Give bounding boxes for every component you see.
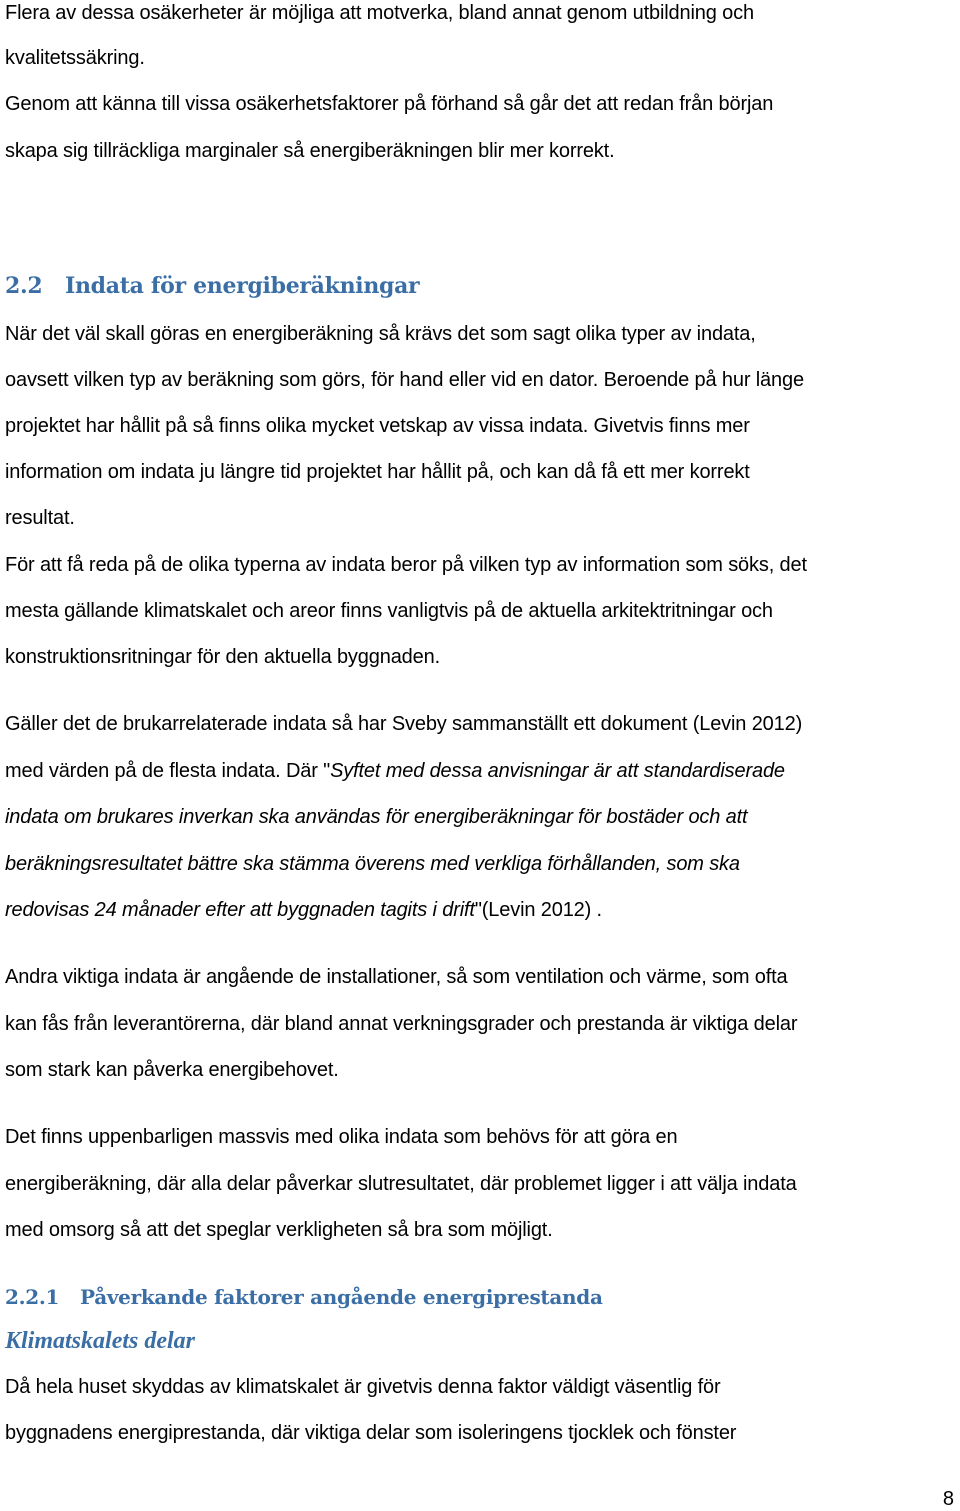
heading-2-2 — [5, 271, 419, 301]
p4-line-2: kan fås från leverantörerna, där bland annat verkningsgrader och prestanda är viktiga delar — [5, 1013, 798, 1035]
p5-line-3: med omsorg så att det speglar verkligheten så bra som möjligt. — [5, 1219, 553, 1241]
p1-line-5: resultat. — [5, 507, 75, 529]
heading-2-2-1 — [5, 1283, 603, 1311]
intro-line-2: kvalitetssäkring. — [5, 47, 145, 69]
intro-line-1: Flera av dessa osäkerheter är möjliga att motverka, bland annat genom utbildning och — [5, 2, 754, 24]
heading-2-2-number: 2.2 — [5, 273, 43, 299]
p6-line-1: Då hela huset skyddas av klimatskalet är givetvis denna faktor väldigt väsentlig för — [5, 1376, 721, 1398]
p5-line-1: Det finns uppenbarligen massvis med olika indata som behövs för att göra en — [5, 1126, 678, 1148]
p1-line-4: information om indata ju längre tid projektet har hållit på, och kan då få ett mer korrekt — [5, 461, 750, 483]
p2-line-2: mesta gällande klimatskalet och areor finns vanligtvis på de aktuella arkitektritningar och — [5, 600, 773, 622]
heading-2-2-1-number: 2.2.1 — [5, 1285, 60, 1309]
p1-line-3: projektet har hållit på så finns olika mycket vetskap av vissa indata. Givetvis finns mer — [5, 415, 750, 437]
p3-line-1: Gäller det de brukarrelaterade indata så har Sveby sammanställt ett dokument (Levin 2012) — [5, 713, 803, 735]
p3-line-2-plain: med värden på de flesta indata. Där " — [5, 760, 331, 782]
heading-2-2-title: Indata för energiberäkningar — [65, 273, 420, 299]
p3-citation: "(Levin 2012) . — [474, 899, 602, 921]
p4-line-1: Andra viktiga indata är angående de installationer, så som ventilation och värme, som ofta — [5, 966, 788, 988]
p3-quote-start: Syftet med dessa anvisningar är att standardiserade — [330, 760, 785, 782]
intro-line-3: Genom att känna till vissa osäkerhetsfaktorer på förhand så går det att redan från början — [5, 93, 774, 115]
p4-line-3: som stark kan påverka energibehovet. — [5, 1059, 339, 1081]
p2-line-1: För att få reda på de olika typerna av indata beror på vilken typ av information som söks, det — [5, 554, 807, 576]
p3-quote-end: redovisas 24 månader efter att byggnaden tagits i drift — [5, 899, 475, 921]
p1-line-2: oavsett vilken typ av beräkning som görs, för hand eller vid en dator. Beroende på hur länge — [5, 369, 804, 391]
p3-line-2 — [5, 758, 785, 784]
p5-line-2: energiberäkning, där alla delar påverkar slutresultatet, där problemet ligger i att välja indata — [5, 1173, 797, 1195]
intro-line-4: skapa sig tillräckliga marginaler så energiberäkningen blir mer korrekt. — [5, 140, 615, 162]
p3-line-5 — [5, 897, 602, 923]
p2-line-3: konstruktionsritningar för den aktuella byggnaden. — [5, 646, 441, 668]
heading-2-2-1-title: Påverkande faktorer angående energiprestanda — [80, 1285, 603, 1309]
subheading-klimatskalets-delar: Klimatskalets delar — [5, 1328, 196, 1354]
p1-line-1: När det väl skall göras en energiberäkning så krävs det som sagt olika typer av indata, — [5, 323, 756, 345]
p3-quote-line-4: beräkningsresultatet bättre ska stämma överens med verkliga förhållanden, som ska — [5, 853, 740, 875]
p6-line-2: byggnadens energiprestanda, där viktiga delar som isoleringens tjocklek och fönster — [5, 1422, 737, 1444]
p3-quote-line-3: indata om brukares inverkan ska användas för energiberäkningar för bostäder och att — [5, 806, 748, 828]
page-number: 8 — [942, 1488, 954, 1510]
